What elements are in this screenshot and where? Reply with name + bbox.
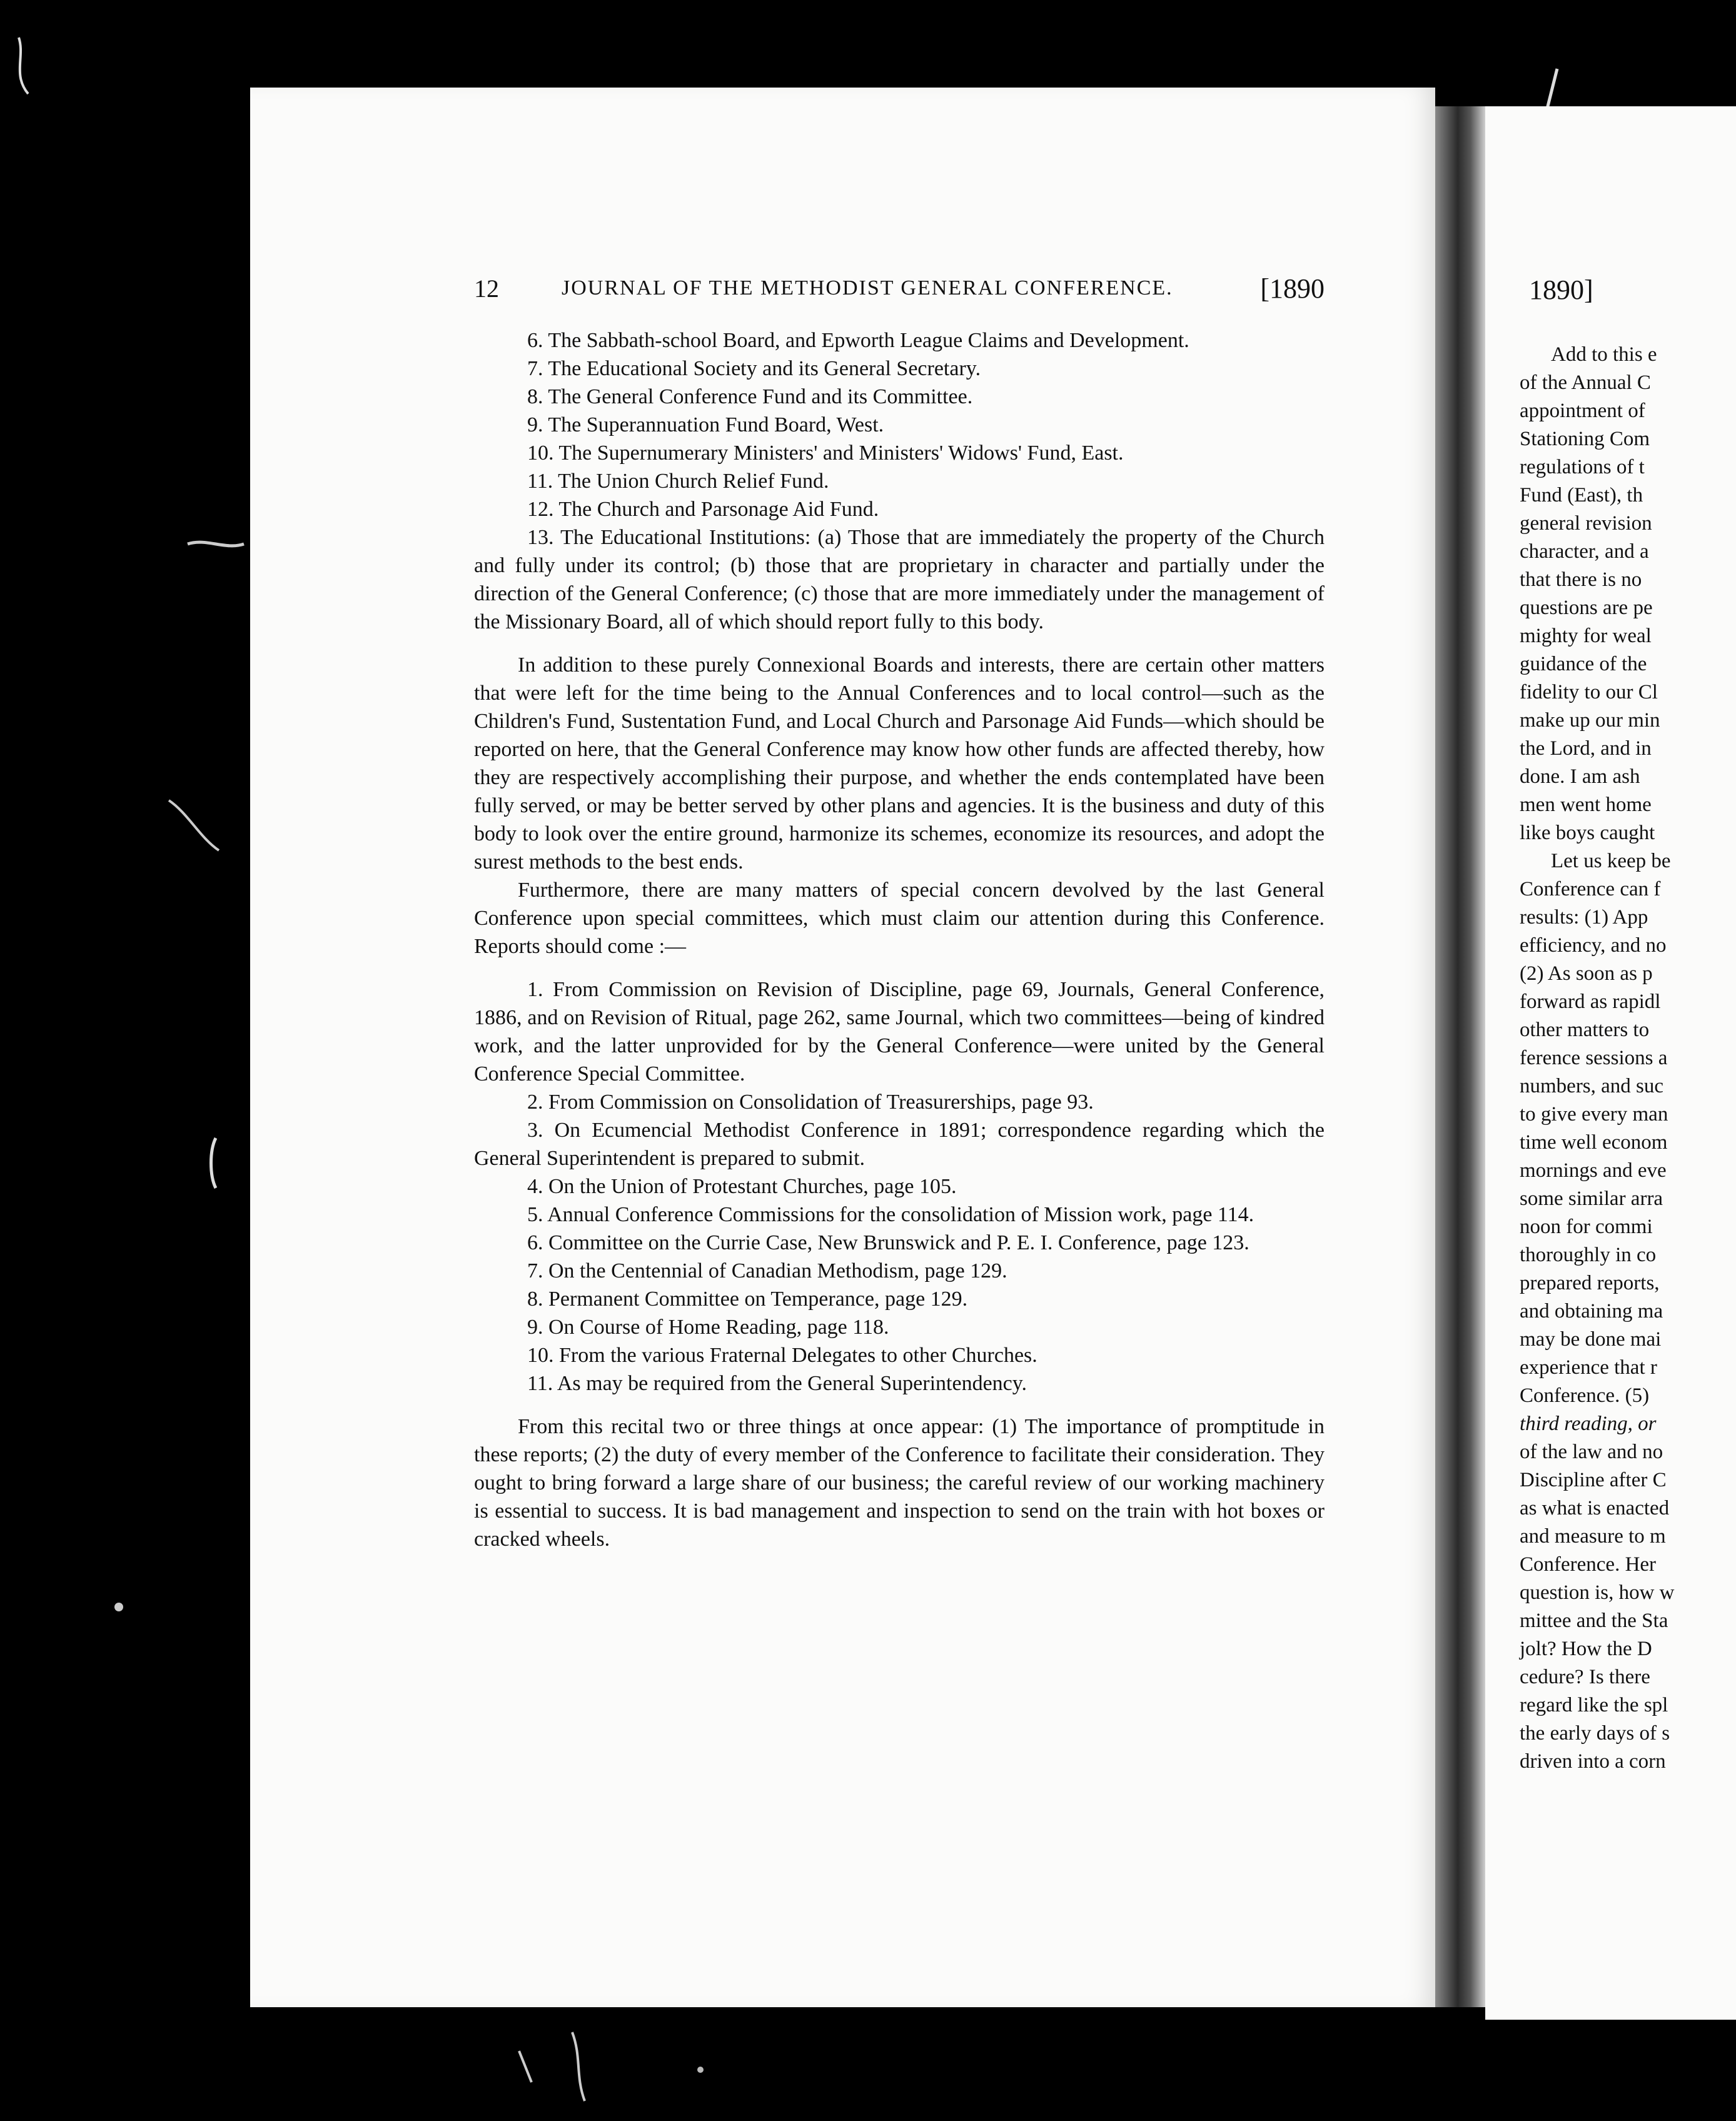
page-number: 12 bbox=[474, 275, 499, 303]
list-item: 11. As may be required from the General Superintendency. bbox=[527, 1372, 1027, 1395]
right-page-line: appointment of bbox=[1520, 400, 1645, 422]
right-page-line: mighty for weal bbox=[1520, 625, 1652, 647]
right-page-line: prepared reports, bbox=[1520, 1272, 1660, 1294]
right-page-line: time well econom bbox=[1520, 1131, 1668, 1154]
right-page-line: some similar arra bbox=[1520, 1187, 1663, 1210]
book-gutter bbox=[1435, 106, 1485, 2007]
right-page-line: thoroughly in co bbox=[1520, 1244, 1657, 1266]
right-page-line: Conference. (5) bbox=[1520, 1384, 1650, 1407]
running-title: JOURNAL OF THE METHODIST GENERAL CONFERENCE. bbox=[562, 276, 1173, 300]
right-page-line: regulations of t bbox=[1520, 456, 1645, 478]
paragraph: In addition to these purely Connexional Boards and interests, there are certain other matters that were left for the time being to the Annual Conferences and to local control—such as the Children's Fund, Sustentation Fund, and Local Church and Parsonage Aid Funds—which should be reported on here, that the General Conference may know how other funds are affected thereby, how they are respectively accomplishing their purpose, and whether the ends contemplated have been fully served, or may be better served by other plans and agencies. It is the business and duty of this body to look over the entire ground, harmonize its schemes, economize its resources, and adopt the surest methods to the best ends. bbox=[474, 653, 1325, 874]
right-page-line: to give every man bbox=[1520, 1103, 1668, 1126]
right-page-line: and obtaining ma bbox=[1520, 1300, 1663, 1322]
list-item: 10. From the various Fraternal Delegates to other Churches. bbox=[527, 1344, 1037, 1367]
list-item: 6. The Sabbath-school Board, and Epworth League Claims and Development. bbox=[527, 329, 1189, 352]
right-page-line: forward as rapidl bbox=[1520, 990, 1661, 1013]
header-year: [1890 bbox=[1260, 273, 1325, 304]
right-page-line: regard like the spl bbox=[1520, 1694, 1668, 1716]
list-item: 7. On the Centennial of Canadian Methodism, page 129. bbox=[527, 1259, 1007, 1282]
right-page-line: Stationing Com bbox=[1520, 428, 1650, 450]
right-page-line: mittee and the Sta bbox=[1520, 1610, 1668, 1632]
right-page-line: Conference can f bbox=[1520, 878, 1661, 900]
right-page-line: fidelity to our Cl bbox=[1520, 681, 1658, 703]
list-item: 5. Annual Conference Commissions for the consolidation of Mission work, page 114. bbox=[527, 1203, 1254, 1226]
right-page bbox=[1485, 106, 1736, 2020]
list-item: 1. From Commission on Revision of Discipline, page 69, Journals, General Conference, 1886, and on Revision of Ritual, page 262, same Journal, which two committees—being of kindred work, and the latter unprovided for by the General Conference—were united by the General Conference Special Committee. bbox=[474, 978, 1325, 1086]
right-page-line: mornings and eve bbox=[1520, 1159, 1667, 1182]
right-page-line: Fund (East), th bbox=[1520, 484, 1643, 506]
list-item: 8. The General Conference Fund and its Committee. bbox=[527, 385, 973, 408]
right-page-line: questions are pe bbox=[1520, 597, 1653, 619]
right-page-line: Let us keep be bbox=[1551, 850, 1671, 872]
right-page-line: question is, how w bbox=[1520, 1581, 1675, 1604]
right-page-line: results: (1) App bbox=[1520, 906, 1648, 929]
right-page-line: efficiency, and no bbox=[1520, 934, 1667, 957]
list-item: 13. The Educational Institutions: (a) Those that are immediately the property of the Church and fully under its control; (b) those that are proprietary in character and partially under the direction of the General Conference; (c) those that are more immediately under the management of the Missionary Board, all of which should report fully to this body. bbox=[474, 526, 1325, 633]
right-page-line: (2) As soon as p bbox=[1520, 962, 1653, 985]
list-item: 4. On the Union of Protestant Churches, page 105. bbox=[527, 1175, 957, 1198]
right-page-line: may be done mai bbox=[1520, 1328, 1662, 1351]
right-page-line: other matters to bbox=[1520, 1019, 1650, 1041]
paragraph: Furthermore, there are many matters of special concern devolved by the last General Conference upon special committees, which must claim our attention during this Conference. Reports should come :— bbox=[474, 879, 1325, 958]
right-page-line: done. I am ash bbox=[1520, 765, 1640, 788]
list-item: 10. The Supernumerary Ministers' and Ministers' Widows' Fund, East. bbox=[527, 441, 1124, 465]
right-page-line: the Lord, and in bbox=[1520, 737, 1652, 760]
right-page-line: that there is no bbox=[1520, 568, 1642, 591]
right-page-line: third reading, or bbox=[1520, 1413, 1657, 1435]
right-page-line: the early days of s bbox=[1520, 1722, 1670, 1745]
right-page-line: cedure? Is there bbox=[1520, 1666, 1650, 1688]
right-page-line: Discipline after C bbox=[1520, 1469, 1667, 1491]
list-item: 9. The Superannuation Fund Board, West. bbox=[527, 413, 884, 436]
right-page-line: of the Annual C bbox=[1520, 371, 1651, 394]
right-page-line: Conference. Her bbox=[1520, 1553, 1657, 1576]
right-page-line: experience that r bbox=[1520, 1356, 1657, 1379]
right-page-line: like boys caught bbox=[1520, 822, 1655, 844]
right-page-line: guidance of the bbox=[1520, 653, 1647, 675]
right-page-line: make up our min bbox=[1520, 709, 1660, 732]
list-item: 3. On Ecumencial Methodist Conference in 1891; correspondence regarding which the General Superintendent is prepared to submit. bbox=[474, 1119, 1325, 1170]
list-item: 8. Permanent Committee on Temperance, page 129. bbox=[527, 1287, 968, 1311]
right-page-line: jolt? How the D bbox=[1520, 1638, 1652, 1660]
right-page-line: noon for commi bbox=[1520, 1216, 1653, 1238]
right-page-line: general revision bbox=[1520, 512, 1652, 535]
right-page-line: driven into a corn bbox=[1520, 1750, 1666, 1773]
right-page-text bbox=[1520, 341, 1736, 1776]
right-page-line: ference sessions a bbox=[1520, 1047, 1668, 1069]
right-page-line: men went home bbox=[1520, 793, 1652, 816]
running-header bbox=[474, 268, 1325, 311]
list-item: 6. Committee on the Currie Case, New Brunswick and P. E. I. Conference, page 123. bbox=[527, 1231, 1249, 1254]
paragraph: From this recital two or three things at once appear: (1) The importance of promptitude in these reports; (2) the duty of every member of the Conference to facilitate their consideration. They ought to bring forward a large share of our business; the careful review of our working machinery is essential to success. It is bad management and inspection to send on the train with hot boxes or cracked wheels. bbox=[474, 1415, 1325, 1551]
list-item: 11. The Union Church Relief Fund. bbox=[527, 470, 829, 493]
right-page-line: numbers, and suc bbox=[1520, 1075, 1664, 1097]
right-page-line: as what is enacted bbox=[1520, 1497, 1670, 1519]
right-page-year: 1890] bbox=[1529, 275, 1593, 305]
list-item: 12. The Church and Parsonage Aid Fund. bbox=[527, 498, 879, 521]
right-page-line: Add to this e bbox=[1551, 343, 1657, 366]
list-item: 7. The Educational Society and its General Secretary. bbox=[527, 357, 981, 380]
right-page-line: of the law and no bbox=[1520, 1441, 1663, 1463]
right-page-line: and measure to m bbox=[1520, 1525, 1666, 1548]
list-item: 9. On Course of Home Reading, page 118. bbox=[527, 1316, 889, 1339]
left-page-body bbox=[474, 326, 1325, 1553]
right-page-line: character, and a bbox=[1520, 540, 1649, 563]
list-item: 2. From Commission on Consolidation of Treasurerships, page 93. bbox=[527, 1091, 1094, 1114]
